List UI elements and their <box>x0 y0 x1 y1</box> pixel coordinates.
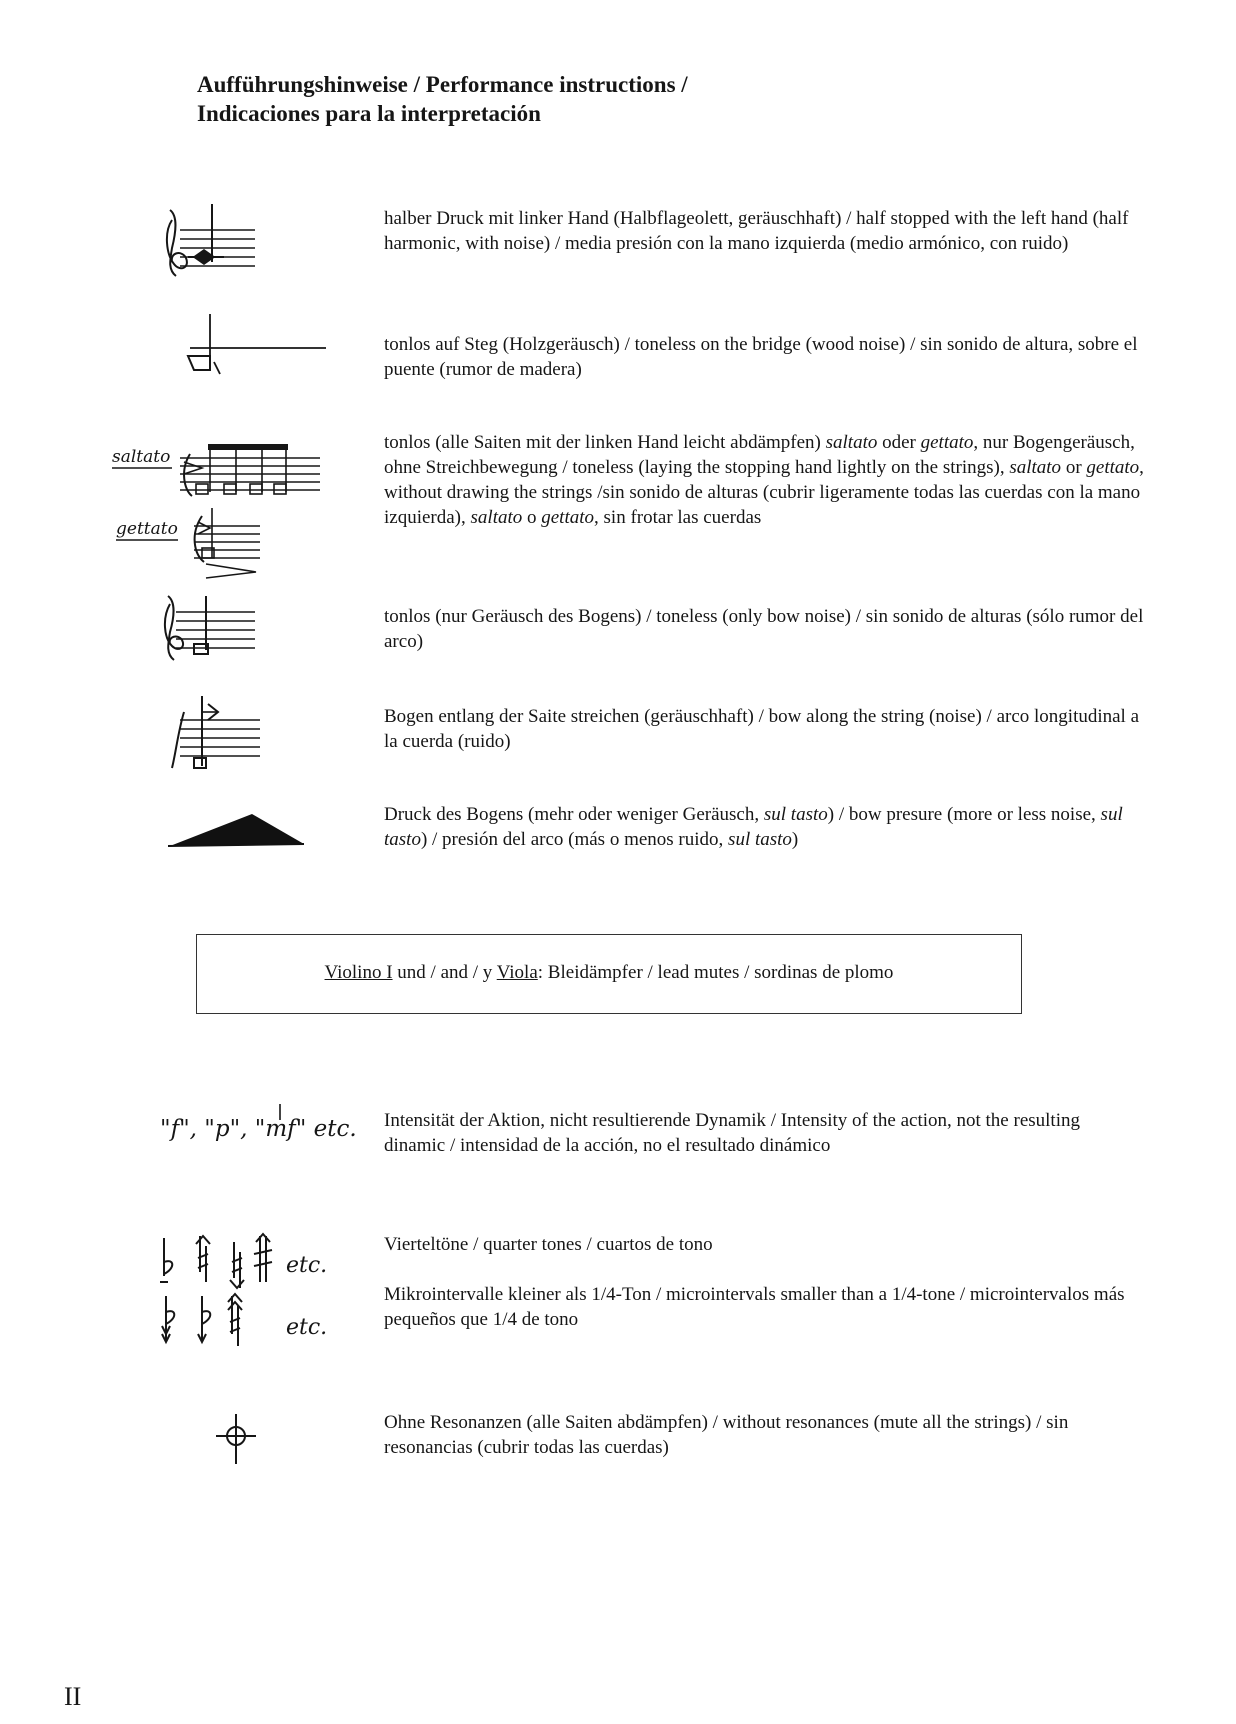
legend-microintervals: Mikrointervalle kleiner als 1/4-Ton / microintervals smaller than a 1/4-tone / microintervalos más pequeños que 1/4 de tono <box>384 1284 1125 1330</box>
quarter-tone-etc: etc. <box>286 1253 328 1278</box>
quarter-tone-accidentals <box>154 1232 334 1292</box>
legend-quarter-tones: Vierteltöne / quarter tones / cuartos de tono <box>384 1234 713 1255</box>
bow-noise-notation <box>150 592 260 662</box>
title-line-1: Aufführungshinweise / Performance instructions / <box>197 72 688 97</box>
dynamics-glyph-text: "f", "p", "mf" etc. <box>160 1116 357 1142</box>
bow-along-string-notation <box>168 692 268 772</box>
instruction-saltato-gettato: tonlos (alle Saiten mit der linken Hand leicht abdämpfen) saltato oder gettato, nur Bogengeräusch, ohne Streichbewegung / toneless (laying the stopping hand lightly on the strings), saltato or gettato, without drawing the strings /sin sonido de alturas (cubrir ligeramente todas las cuerdas con la mano izquierda), saltato o gettato, sin frotar las cuerdas <box>384 432 1144 528</box>
instruction-bow-along-string: Bogen entlang der Saite streichen (geräuschhaft) / bow along the string (noise) / arco longitudinal a la cuerda (ruido) <box>384 706 1140 752</box>
instruction-bow-pressure: Druck des Bogens (mehr oder weniger Geräusch, sul tasto) / bow presure (more or less noise, sul tasto) / presión del arco (más o menos ruido, sul tasto) <box>384 804 1123 850</box>
viola-label: Viola <box>496 962 538 983</box>
gettato-label: gettato <box>116 519 178 539</box>
saltato-gettato-notation <box>110 430 330 580</box>
microinterval-accidentals <box>154 1290 334 1356</box>
violin-label: Violino I <box>324 962 393 983</box>
lead-mutes-notice-box <box>196 934 1022 1014</box>
instruction-bow-noise: tonlos (nur Geräusch des Bogens) / toneless (only bow noise) / sin sonido de alturas (sólo rumor del arco) <box>384 606 1144 652</box>
page-title <box>197 70 997 128</box>
instruction-half-harmonic: halber Druck mit linker Hand (Halbflageolett, geräuschhaft) / half stopped with the left hand (half harmonic, with noise) / media presión con la mano izquierda (medio armónico, con ruido) <box>384 208 1129 254</box>
title-line-2: Indicaciones para la interpretación <box>197 101 541 126</box>
bow-pressure-triangle <box>168 810 308 850</box>
microinterval-etc: etc. <box>286 1315 328 1340</box>
bridge-notation <box>180 312 330 376</box>
circle-cross-icon <box>212 1410 262 1466</box>
lead-mutes-notice: Violino I und / and / y Viola: Bleidämpfer / lead mutes / sordinas de plomo <box>324 962 894 983</box>
legend-without-resonances: Ohne Resonanzen (alle Saiten abdämpfen) / without resonances (mute all the strings) / sin resonancias (cubrir todas las cuerdas) <box>384 1412 1069 1458</box>
page-number: II <box>64 1682 82 1711</box>
saltato-label: saltato <box>112 447 171 467</box>
legend-dynamics: Intensität der Aktion, nicht resultierende Dynamik / Intensity of the action, not the resulting dinamic / intensidad de la acción, no el resultado dinámico <box>384 1110 1080 1156</box>
half-harmonic-notation <box>150 202 260 282</box>
dynamics-in-quotes-symbol <box>158 1100 357 1166</box>
instruction-bridge: tonlos auf Steg (Holzgeräusch) / toneless on the bridge (wood noise) / sin sonido de altura, sobre el puente (rumor de madera) <box>384 334 1138 380</box>
